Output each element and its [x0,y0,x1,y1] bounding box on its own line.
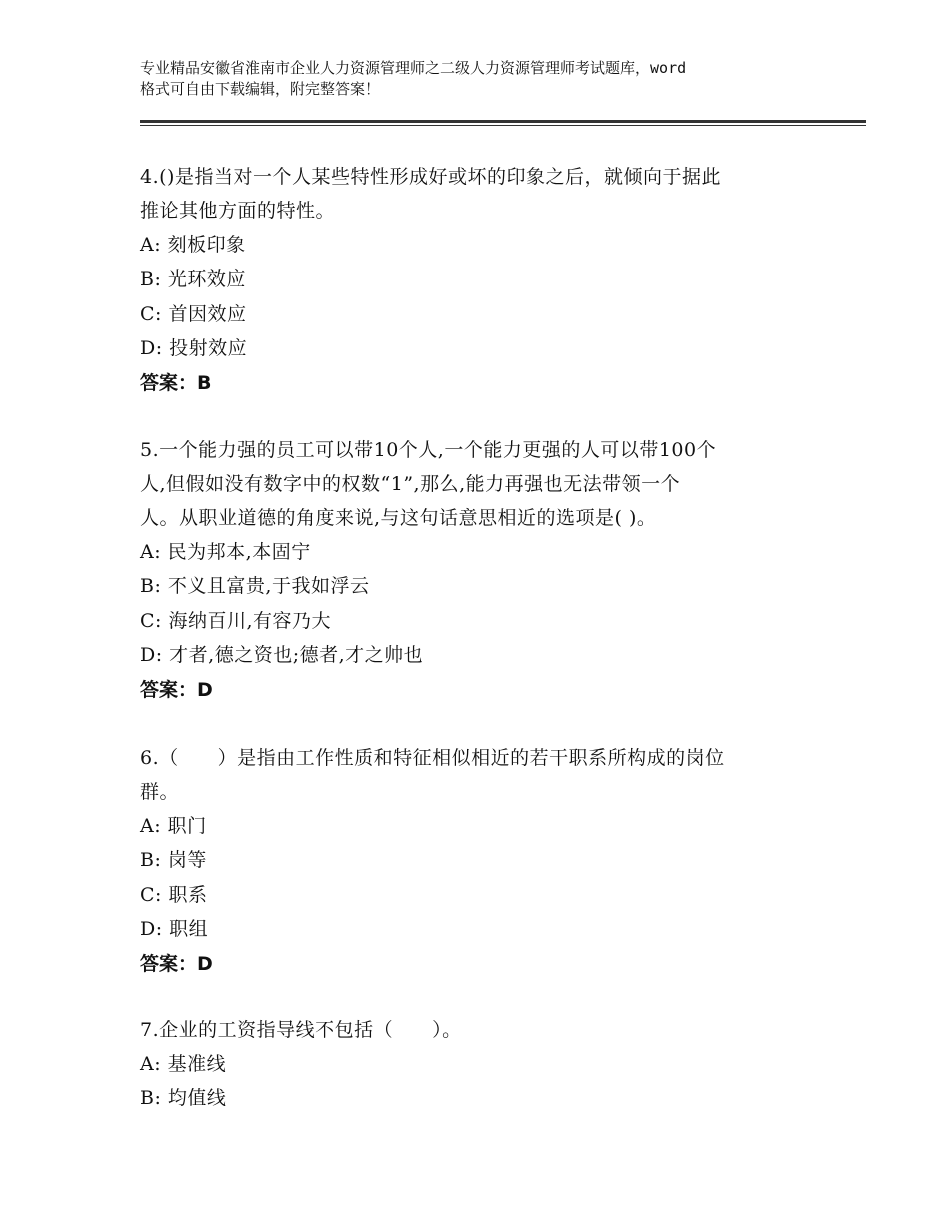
question-stem [140,1013,800,1047]
stem-line: 5.一个能力强的员工可以带10个人,一个能力更强的人可以带100个 [140,439,717,461]
option-c: C: 职系 [140,883,208,906]
answer-line [140,947,800,981]
answer-value: D [197,952,213,975]
answer-label: 答案： [140,371,198,394]
option-a: A: 民为邦本,本固宁 [140,541,311,563]
option-c: C: 首因效应 [140,302,247,325]
document-header [140,58,830,100]
option-b: B: 岗等 [140,849,207,872]
header-line-2: 格式可自由下载编辑，附完整答案！ [140,80,381,98]
header-divider-thick [140,120,866,123]
answer-line [140,673,800,707]
question-stem [140,433,800,535]
option-b: B: 均值线 [140,1087,227,1110]
stem-line: 推论其他方面的特性。 [140,200,336,222]
header-line-1: 专业精品安徽省淮南市企业人力资源管理师之二级人力资源管理师考试题库，word [140,59,687,77]
option-a: A: 刻板印象 [140,234,246,256]
option-b: B: 光环效应 [140,268,246,291]
question-stem [140,160,800,228]
stem-line: 群。 [140,781,180,803]
option-a: A: 职门 [140,815,207,837]
stem-line: 人,但假如没有数字中的权数“1”,那么,能力再强也无法带领一个 [140,473,681,495]
answer-value: B [197,371,212,394]
question-6 [140,741,800,981]
answer-label: 答案： [140,678,198,701]
option-d: D: 投射效应 [140,337,248,360]
option-a: A: 基准线 [140,1053,227,1075]
question-4 [140,160,800,400]
question-7 [140,1013,800,1116]
option-c: C: 海纳百川,有容乃大 [140,609,332,632]
option-b: B: 不义且富贵,于我如浮云 [140,575,370,598]
stem-line: 7.企业的工资指导线不包括（ ）。 [140,1019,462,1041]
question-stem [140,741,800,809]
answer-label: 答案： [140,952,198,975]
header-divider-thin [140,125,866,126]
option-d: D: 职组 [140,918,209,941]
question-5 [140,433,800,707]
answer-value: D [197,678,213,701]
stem-line: 4.()是指当对一个人某些特性形成好或坏的印象之后，就倾向于据此 [140,166,721,188]
option-d: D: 才者,德之资也;德者,才之帅也 [140,644,424,667]
stem-line: 人。从职业道德的角度来说,与这句话意思相近的选项是( )。 [140,507,657,529]
stem-line: 6.（ ）是指由工作性质和特征相似相近的若干职系所构成的岗位 [140,747,725,769]
answer-line [140,366,800,400]
